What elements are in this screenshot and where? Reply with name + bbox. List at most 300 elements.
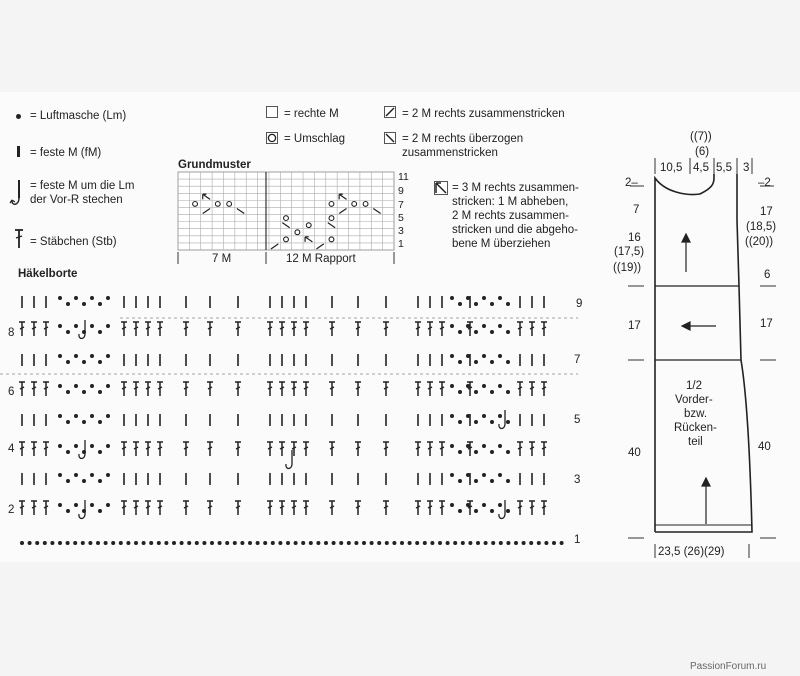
chain-mark bbox=[474, 479, 478, 483]
chain-mark bbox=[82, 420, 86, 424]
double-crochet-mark bbox=[145, 501, 151, 515]
double-crochet-mark bbox=[207, 501, 213, 515]
chain-mark bbox=[498, 384, 502, 388]
chain-mark bbox=[66, 420, 70, 424]
chain-mark bbox=[90, 444, 94, 448]
chain-mark bbox=[458, 450, 462, 454]
chain-mark bbox=[66, 360, 70, 364]
chain-mark bbox=[35, 541, 39, 545]
grundmuster-title: Grundmuster bbox=[178, 159, 251, 171]
double-crochet-mark bbox=[121, 382, 127, 396]
schem-left-7: 7 bbox=[633, 204, 640, 216]
schem-bottom-width: 23,5 (26)(29) bbox=[658, 546, 725, 558]
double-crochet-mark bbox=[43, 442, 49, 456]
chain-mark bbox=[58, 384, 62, 388]
chain-mark bbox=[180, 541, 184, 545]
chain-mark bbox=[106, 444, 110, 448]
grund-grid-frame bbox=[178, 172, 394, 250]
legend-single: = feste M (fM) bbox=[30, 147, 102, 159]
double-crochet-mark bbox=[235, 501, 241, 515]
chain-mark bbox=[450, 414, 454, 418]
chain-mark bbox=[172, 541, 176, 545]
double-crochet-mark bbox=[267, 382, 273, 396]
double-crochet-mark bbox=[31, 501, 37, 515]
chain-mark bbox=[278, 541, 282, 545]
chain-mark bbox=[490, 479, 494, 483]
chain-mark bbox=[90, 414, 94, 418]
chain-mark bbox=[58, 296, 62, 300]
double-crochet-mark bbox=[31, 322, 37, 336]
chain-mark bbox=[90, 473, 94, 477]
chain-mark bbox=[354, 541, 358, 545]
chain-mark bbox=[482, 296, 486, 300]
chain-mark bbox=[347, 541, 351, 545]
chain-mark bbox=[466, 503, 470, 507]
k2tog-icon bbox=[384, 106, 396, 118]
chain-mark bbox=[233, 541, 237, 545]
chain-mark bbox=[490, 330, 494, 334]
chain-mark bbox=[66, 302, 70, 306]
chain-mark bbox=[309, 541, 313, 545]
chain-mark bbox=[149, 541, 153, 545]
chain-mark bbox=[408, 541, 412, 545]
chain-mark bbox=[466, 354, 470, 358]
double-crochet-mark bbox=[541, 501, 547, 515]
legend-double: = Stäbchen (Stb) bbox=[30, 236, 117, 248]
chain-mark bbox=[98, 330, 102, 334]
chain-mark bbox=[142, 541, 146, 545]
double-crochet-mark bbox=[133, 382, 139, 396]
chain-mark bbox=[537, 541, 541, 545]
schem-label-5: teil bbox=[688, 436, 703, 448]
double-crochet-mark bbox=[541, 442, 547, 456]
chain-mark bbox=[560, 541, 564, 545]
double-crochet-mark bbox=[439, 442, 445, 456]
chain-mark bbox=[66, 509, 70, 513]
chain-mark bbox=[458, 420, 462, 424]
chain-mark bbox=[66, 450, 70, 454]
chain-mark bbox=[74, 473, 78, 477]
chain-mark bbox=[98, 360, 102, 364]
legend-k3tog-5: bene M überziehen bbox=[452, 238, 551, 250]
schem-top-2: (6) bbox=[695, 146, 710, 158]
chain-mark bbox=[458, 509, 462, 513]
double-crochet-mark bbox=[207, 382, 213, 396]
schem-left-16: 16 bbox=[628, 232, 641, 244]
double-crochet-mark bbox=[383, 501, 389, 515]
double-crochet-mark bbox=[157, 501, 163, 515]
chain-mark bbox=[506, 541, 510, 545]
double-crochet-mark bbox=[145, 322, 151, 336]
double-crochet-mark bbox=[291, 382, 297, 396]
chain-mark bbox=[498, 414, 502, 418]
double-crochet-mark bbox=[415, 382, 421, 396]
single-crochet-icon bbox=[17, 146, 20, 157]
chain-mark bbox=[202, 541, 206, 545]
chain-mark bbox=[58, 541, 62, 545]
chain-mark bbox=[490, 450, 494, 454]
single-around-chain-mark bbox=[79, 320, 85, 339]
double-crochet-mark bbox=[529, 322, 535, 336]
grund-7m: 7 M bbox=[212, 253, 232, 265]
borte-row-5: 5 bbox=[574, 414, 581, 426]
schem-right-17a: 17 bbox=[760, 206, 773, 218]
single-around-chain-icon bbox=[8, 178, 26, 208]
borte-title: Häkelborte bbox=[18, 268, 78, 280]
double-crochet-mark bbox=[207, 442, 213, 456]
schem-label-3: bzw. bbox=[684, 408, 708, 420]
double-crochet-mark bbox=[235, 382, 241, 396]
double-crochet-mark bbox=[267, 322, 273, 336]
watermark: PassionForum.ru bbox=[690, 661, 767, 672]
double-crochet-mark bbox=[183, 382, 189, 396]
schem-left-2: 2– bbox=[625, 177, 638, 189]
double-crochet-mark bbox=[183, 322, 189, 336]
chain-mark bbox=[164, 541, 168, 545]
legend-k3tog-1: = 3 M rechts zusammen- bbox=[452, 182, 579, 194]
chain-mark bbox=[514, 541, 518, 545]
chain-mark bbox=[301, 541, 305, 545]
double-crochet-mark bbox=[43, 382, 49, 396]
chain-mark bbox=[506, 302, 510, 306]
double-crochet-mark bbox=[439, 382, 445, 396]
double-crochet-mark bbox=[279, 501, 285, 515]
chain-mark bbox=[58, 473, 62, 477]
chain-mark bbox=[66, 479, 70, 483]
double-crochet-mark bbox=[235, 442, 241, 456]
chain-mark bbox=[482, 444, 486, 448]
schem-label-4: Rücken- bbox=[674, 422, 717, 434]
borte-row-6: 6 bbox=[8, 386, 15, 398]
chain-mark bbox=[458, 330, 462, 334]
grund-row-7: 7 bbox=[398, 199, 404, 211]
chain-mark bbox=[240, 541, 244, 545]
chain-mark bbox=[58, 414, 62, 418]
double-crochet-mark bbox=[355, 501, 361, 515]
chain-mark bbox=[187, 541, 191, 545]
schem-right-17b: 17 bbox=[760, 318, 773, 330]
double-crochet-icon bbox=[12, 228, 26, 250]
grundmuster-chart bbox=[178, 172, 394, 250]
double-crochet-mark bbox=[133, 322, 139, 336]
chain-mark bbox=[490, 509, 494, 513]
chain-mark bbox=[498, 324, 502, 328]
chain-mark bbox=[73, 541, 77, 545]
chain-mark bbox=[506, 330, 510, 334]
chain-mark bbox=[450, 503, 454, 507]
double-crochet-mark bbox=[291, 501, 297, 515]
chain-mark bbox=[286, 541, 290, 545]
chain-mark bbox=[482, 324, 486, 328]
chain-mark bbox=[82, 390, 86, 394]
legend-ssk-2: zusammenstricken bbox=[402, 147, 498, 159]
schem-width-4: 3 bbox=[743, 162, 750, 174]
double-crochet-mark bbox=[517, 382, 523, 396]
chain-mark bbox=[490, 420, 494, 424]
legend-k3tog-4: stricken und die abgeho- bbox=[452, 224, 578, 236]
chain-mark bbox=[458, 479, 462, 483]
chain-mark bbox=[484, 541, 488, 545]
schem-label-1: 1/2 bbox=[686, 380, 702, 392]
grund-row-1: 1 bbox=[398, 238, 404, 250]
chain-mark bbox=[450, 296, 454, 300]
double-crochet-mark bbox=[157, 382, 163, 396]
double-crochet-mark bbox=[517, 442, 523, 456]
chain-mark bbox=[316, 541, 320, 545]
chain-mark bbox=[98, 450, 102, 454]
schem-top-1: ((7)) bbox=[690, 131, 712, 143]
chain-mark bbox=[134, 541, 138, 545]
double-crochet-mark bbox=[383, 382, 389, 396]
chain-mark bbox=[263, 541, 267, 545]
chain-mark bbox=[98, 302, 102, 306]
chain-mark bbox=[210, 541, 214, 545]
chain-mark bbox=[43, 541, 47, 545]
double-crochet-mark bbox=[427, 382, 433, 396]
double-crochet-mark bbox=[329, 322, 335, 336]
chain-mark bbox=[474, 330, 478, 334]
double-crochet-mark bbox=[31, 442, 37, 456]
chain-mark bbox=[450, 384, 454, 388]
schem-left-17: 17 bbox=[628, 320, 641, 332]
chain-mark bbox=[332, 541, 336, 545]
borte-row-2: 2 bbox=[8, 504, 15, 516]
chain-mark bbox=[506, 509, 510, 513]
chain-mark bbox=[482, 354, 486, 358]
schem-left-40: 40 bbox=[628, 447, 641, 459]
chain-mark bbox=[506, 390, 510, 394]
double-crochet-mark bbox=[133, 442, 139, 456]
haekelborte-chart bbox=[0, 288, 583, 558]
chain-mark bbox=[458, 360, 462, 364]
chain-mark bbox=[58, 503, 62, 507]
double-crochet-mark bbox=[439, 501, 445, 515]
double-crochet-mark bbox=[183, 501, 189, 515]
chain-mark bbox=[98, 420, 102, 424]
double-crochet-mark bbox=[145, 382, 151, 396]
chain-mark bbox=[58, 444, 62, 448]
single-around-chain-mark bbox=[499, 410, 505, 429]
chain-mark bbox=[506, 420, 510, 424]
double-crochet-mark bbox=[329, 382, 335, 396]
borte-row-9: 9 bbox=[576, 298, 583, 310]
chain-mark bbox=[552, 541, 556, 545]
chain-mark bbox=[458, 390, 462, 394]
schem-width-2: 4,5 bbox=[693, 162, 709, 174]
chain-mark bbox=[498, 473, 502, 477]
chain-mark bbox=[385, 541, 389, 545]
chain-mark bbox=[453, 541, 457, 545]
chain-mark bbox=[98, 479, 102, 483]
chain-mark bbox=[474, 450, 478, 454]
chain-mark bbox=[74, 324, 78, 328]
chain-mark bbox=[111, 541, 115, 545]
borte-row-3: 3 bbox=[574, 474, 581, 486]
double-crochet-mark bbox=[235, 322, 241, 336]
schem-width-3: 5,5 bbox=[716, 162, 732, 174]
single-around-chain-mark bbox=[286, 450, 292, 469]
double-crochet-mark bbox=[183, 442, 189, 456]
double-crochet-mark bbox=[303, 322, 309, 336]
chain-mark bbox=[466, 414, 470, 418]
knit-stitch-icon bbox=[266, 106, 278, 118]
chain-mark bbox=[423, 541, 427, 545]
ssk-icon bbox=[384, 132, 396, 144]
chain-mark bbox=[50, 541, 54, 545]
chain-mark bbox=[81, 541, 85, 545]
chain-mark bbox=[474, 420, 478, 424]
chain-mark bbox=[82, 479, 86, 483]
chain-mark bbox=[90, 354, 94, 358]
chain-mark bbox=[82, 360, 86, 364]
legend-k3tog-3: 2 M rechts zusammen- bbox=[452, 210, 569, 222]
chain-mark bbox=[98, 390, 102, 394]
chain-mark bbox=[498, 296, 502, 300]
double-crochet-mark bbox=[355, 442, 361, 456]
chain-mark bbox=[370, 541, 374, 545]
double-crochet-mark bbox=[529, 442, 535, 456]
double-crochet-mark bbox=[355, 382, 361, 396]
chain-mark bbox=[466, 444, 470, 448]
double-crochet-mark bbox=[303, 382, 309, 396]
chain-mark bbox=[474, 509, 478, 513]
single-around-chain-mark bbox=[79, 440, 85, 459]
double-crochet-mark bbox=[279, 322, 285, 336]
chain-mark bbox=[339, 541, 343, 545]
chain-mark bbox=[450, 473, 454, 477]
chain-mark bbox=[195, 541, 199, 545]
schem-bottom-ticks bbox=[652, 544, 752, 560]
chain-mark bbox=[74, 444, 78, 448]
borte-row-4: 4 bbox=[8, 443, 15, 455]
chain-mark bbox=[482, 384, 486, 388]
schem-right-2: –2 bbox=[758, 177, 771, 189]
schem-right-185: (18,5) bbox=[746, 221, 777, 233]
double-crochet-mark bbox=[157, 442, 163, 456]
chain-mark bbox=[82, 302, 86, 306]
chain-mark bbox=[225, 541, 229, 545]
double-crochet-mark bbox=[303, 442, 309, 456]
chain-mark bbox=[506, 479, 510, 483]
chain-mark bbox=[458, 302, 462, 306]
legend-k3tog-2: stricken: 1 M abheben, bbox=[452, 196, 569, 208]
chain-mark bbox=[499, 541, 503, 545]
chain-mark bbox=[106, 324, 110, 328]
schem-right-20: ((20)) bbox=[745, 236, 774, 248]
chain-mark bbox=[544, 541, 548, 545]
chain-mark bbox=[28, 541, 32, 545]
legend-knit: = rechte M bbox=[284, 108, 339, 120]
chain-mark bbox=[66, 390, 70, 394]
chain-mark bbox=[461, 541, 465, 545]
chain-mark bbox=[490, 360, 494, 364]
chain-mark bbox=[126, 541, 130, 545]
legend-single-around-1: = feste M um die Lm bbox=[30, 180, 135, 192]
chain-stitch-icon bbox=[16, 114, 21, 119]
chain-mark bbox=[430, 541, 434, 545]
chain-mark bbox=[529, 541, 533, 545]
double-crochet-mark bbox=[529, 382, 535, 396]
borte-row-1: 1 bbox=[574, 534, 581, 546]
double-crochet-mark bbox=[121, 322, 127, 336]
chain-mark bbox=[491, 541, 495, 545]
schem-right-40: 40 bbox=[758, 441, 771, 453]
chain-mark bbox=[157, 541, 161, 545]
double-crochet-mark bbox=[19, 382, 25, 396]
double-crochet-mark bbox=[303, 501, 309, 515]
chain-mark bbox=[256, 541, 260, 545]
chain-mark bbox=[106, 503, 110, 507]
legend-k2tog: = 2 M rechts zusammenstricken bbox=[402, 108, 565, 120]
chain-mark bbox=[218, 541, 222, 545]
borte-row-7: 7 bbox=[574, 354, 581, 366]
chain-mark bbox=[474, 360, 478, 364]
double-crochet-mark bbox=[19, 442, 25, 456]
grund-row-3: 3 bbox=[398, 225, 404, 237]
legend-chain: = Luftmasche (Lm) bbox=[30, 110, 127, 122]
grund-rapport: 12 M Rapport bbox=[286, 253, 356, 265]
double-crochet-mark bbox=[291, 322, 297, 336]
chain-mark bbox=[106, 384, 110, 388]
chain-mark bbox=[106, 473, 110, 477]
double-crochet-mark bbox=[427, 501, 433, 515]
double-crochet-mark bbox=[19, 322, 25, 336]
schem-right-6: 6 bbox=[764, 269, 771, 281]
chain-mark bbox=[468, 541, 472, 545]
double-crochet-mark bbox=[383, 322, 389, 336]
chain-mark bbox=[498, 444, 502, 448]
chain-mark bbox=[271, 541, 275, 545]
chain-mark bbox=[482, 414, 486, 418]
borte-row-8: 8 bbox=[8, 327, 15, 339]
double-crochet-mark bbox=[383, 442, 389, 456]
double-crochet-mark bbox=[279, 382, 285, 396]
chain-mark bbox=[482, 503, 486, 507]
double-crochet-mark bbox=[279, 442, 285, 456]
chain-mark bbox=[74, 296, 78, 300]
chain-mark bbox=[106, 354, 110, 358]
chain-mark bbox=[490, 302, 494, 306]
chain-mark bbox=[522, 541, 526, 545]
double-crochet-mark bbox=[329, 501, 335, 515]
double-crochet-mark bbox=[415, 322, 421, 336]
chain-mark bbox=[20, 541, 24, 545]
chain-mark bbox=[90, 503, 94, 507]
schem-label-2: Vorder- bbox=[675, 394, 713, 406]
chain-mark bbox=[446, 541, 450, 545]
chain-mark bbox=[490, 390, 494, 394]
chain-mark bbox=[98, 509, 102, 513]
chain-mark bbox=[474, 302, 478, 306]
double-crochet-mark bbox=[43, 322, 49, 336]
chain-mark bbox=[438, 541, 442, 545]
chain-mark bbox=[506, 360, 510, 364]
double-crochet-mark bbox=[541, 322, 547, 336]
chain-mark bbox=[90, 296, 94, 300]
chain-mark bbox=[466, 473, 470, 477]
chain-mark bbox=[58, 354, 62, 358]
double-crochet-mark bbox=[355, 322, 361, 336]
chain-mark bbox=[90, 324, 94, 328]
chain-mark bbox=[415, 541, 419, 545]
chain-mark bbox=[466, 384, 470, 388]
schem-left-19: ((19)) bbox=[613, 262, 642, 274]
k3tog-icon bbox=[434, 181, 448, 195]
yarn-over-icon bbox=[266, 132, 278, 144]
chain-mark bbox=[74, 384, 78, 388]
grund-row-11: 11 bbox=[398, 171, 409, 183]
grund-row-9: 9 bbox=[398, 185, 404, 197]
